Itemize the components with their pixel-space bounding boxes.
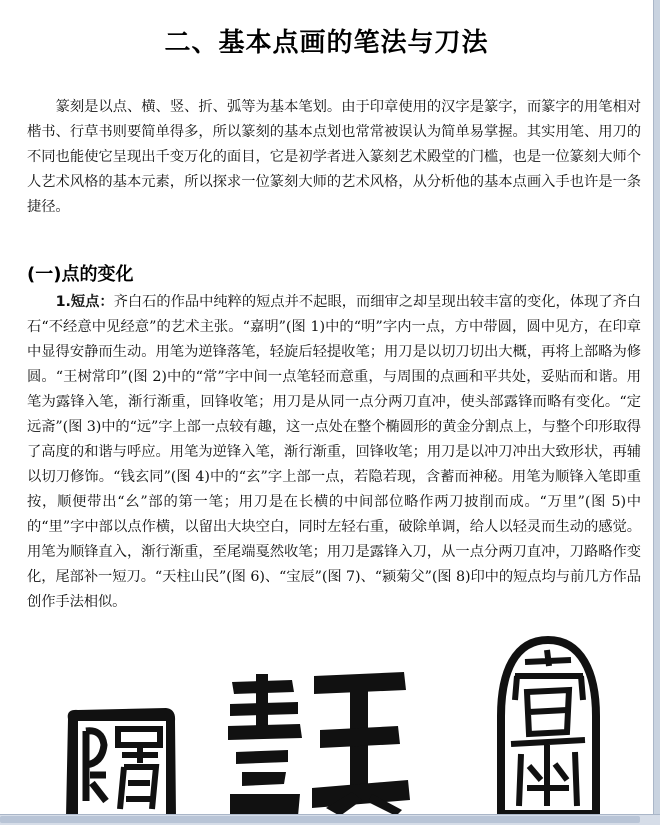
horizontal-scrollbar-thumb[interactable] bbox=[0, 816, 640, 823]
chapter-title: 二、基本点画的笔法与刀法 bbox=[164, 28, 489, 58]
seal-image-1 bbox=[62, 705, 180, 817]
item-body: 齐白石的作品中纯粹的短点并不起眼，而细审之却呈现出较丰富的变化，体现了齐白石“不经意中见经意”的艺术主张。“嘉明”(图 1)中的“明”字内一点，方中带圆，圆中见方，在印章中显得安静而生动。用笔为逆锋落笔，轻旋后轻提收笔；用刀是以切刀切出大概，再将上部略为修圆。“王树常印”(图 2)中的“常”字中间一点笔轻而意重，与周围的点画和平共处，妥贴而和谐。用笔为露锋入笔，渐行渐重，回锋收笔；用刀是从同一点分两刀直冲，使头部露锋而略有变化。“定远斋”(图 3)中的“远”字上部一点较有趣，这一点处在整个椭圆形的黄金分割点上，与整个印形取得了高度的和谐与呼应。用笔为逆锋入笔，渐行渐重，回锋收笔；用刀是以冲刀冲出大致形状，再辅以切刀修饰。“钱玄同”(图 4)中的“玄”字上部一点，若隐若现，含蓄而神秘。用笔为顺锋入笔即重按，顺便带出“幺”部的第一笔；用刀是在长横的中间部位略作两刀披削而成。“万里”(图 5)中的“里”字中部以点作横，以留出大块空白，同时左轻右重，破除单调，给人以轻灵而生动的感觉。用笔为顺锋直入，渐行渐重，至尾端戛然收笔；用刀是露锋入刀，从一点分两刀直冲，刀路略作变化，尾部补一短刀。“天柱山民”(图 6)、“宝辰”(图 7)、“颍菊父”(图 8)印中的短点均与前几方作品创作手法相似。 bbox=[27, 294, 641, 610]
seal-3-graphic bbox=[497, 636, 600, 814]
intro-paragraph: 篆刻是以点、横、竖、折、弧等为基本笔划。由于印章使用的汉字是篆字，而篆字的用笔相对楷书、行草书则要简单得多，所以篆刻的基本点划也常常被误认为简单易掌握。其实用笔、用刀的不同也能使它呈现出千变万化的面目，它是初学者进入篆刻艺术殿堂的门槛，也是一位篆刻大师个人艺术风格的基本元素，所以探求一位篆刻大师的艺术风格，从分析他的基本点画入手也许是一条捷径。 bbox=[27, 99, 641, 215]
seal-1-graphic bbox=[62, 705, 180, 817]
vertical-scrollbar[interactable] bbox=[653, 0, 660, 814]
short-dot-paragraph bbox=[27, 290, 641, 615]
seal-image-2 bbox=[222, 668, 414, 816]
section-heading: (一)点的变化 bbox=[27, 264, 134, 285]
seal-2-graphic bbox=[222, 668, 414, 816]
item-lead: 1.短点： bbox=[55, 294, 114, 310]
horizontal-scrollbar[interactable] bbox=[0, 814, 660, 825]
seal-image-3 bbox=[497, 636, 600, 814]
